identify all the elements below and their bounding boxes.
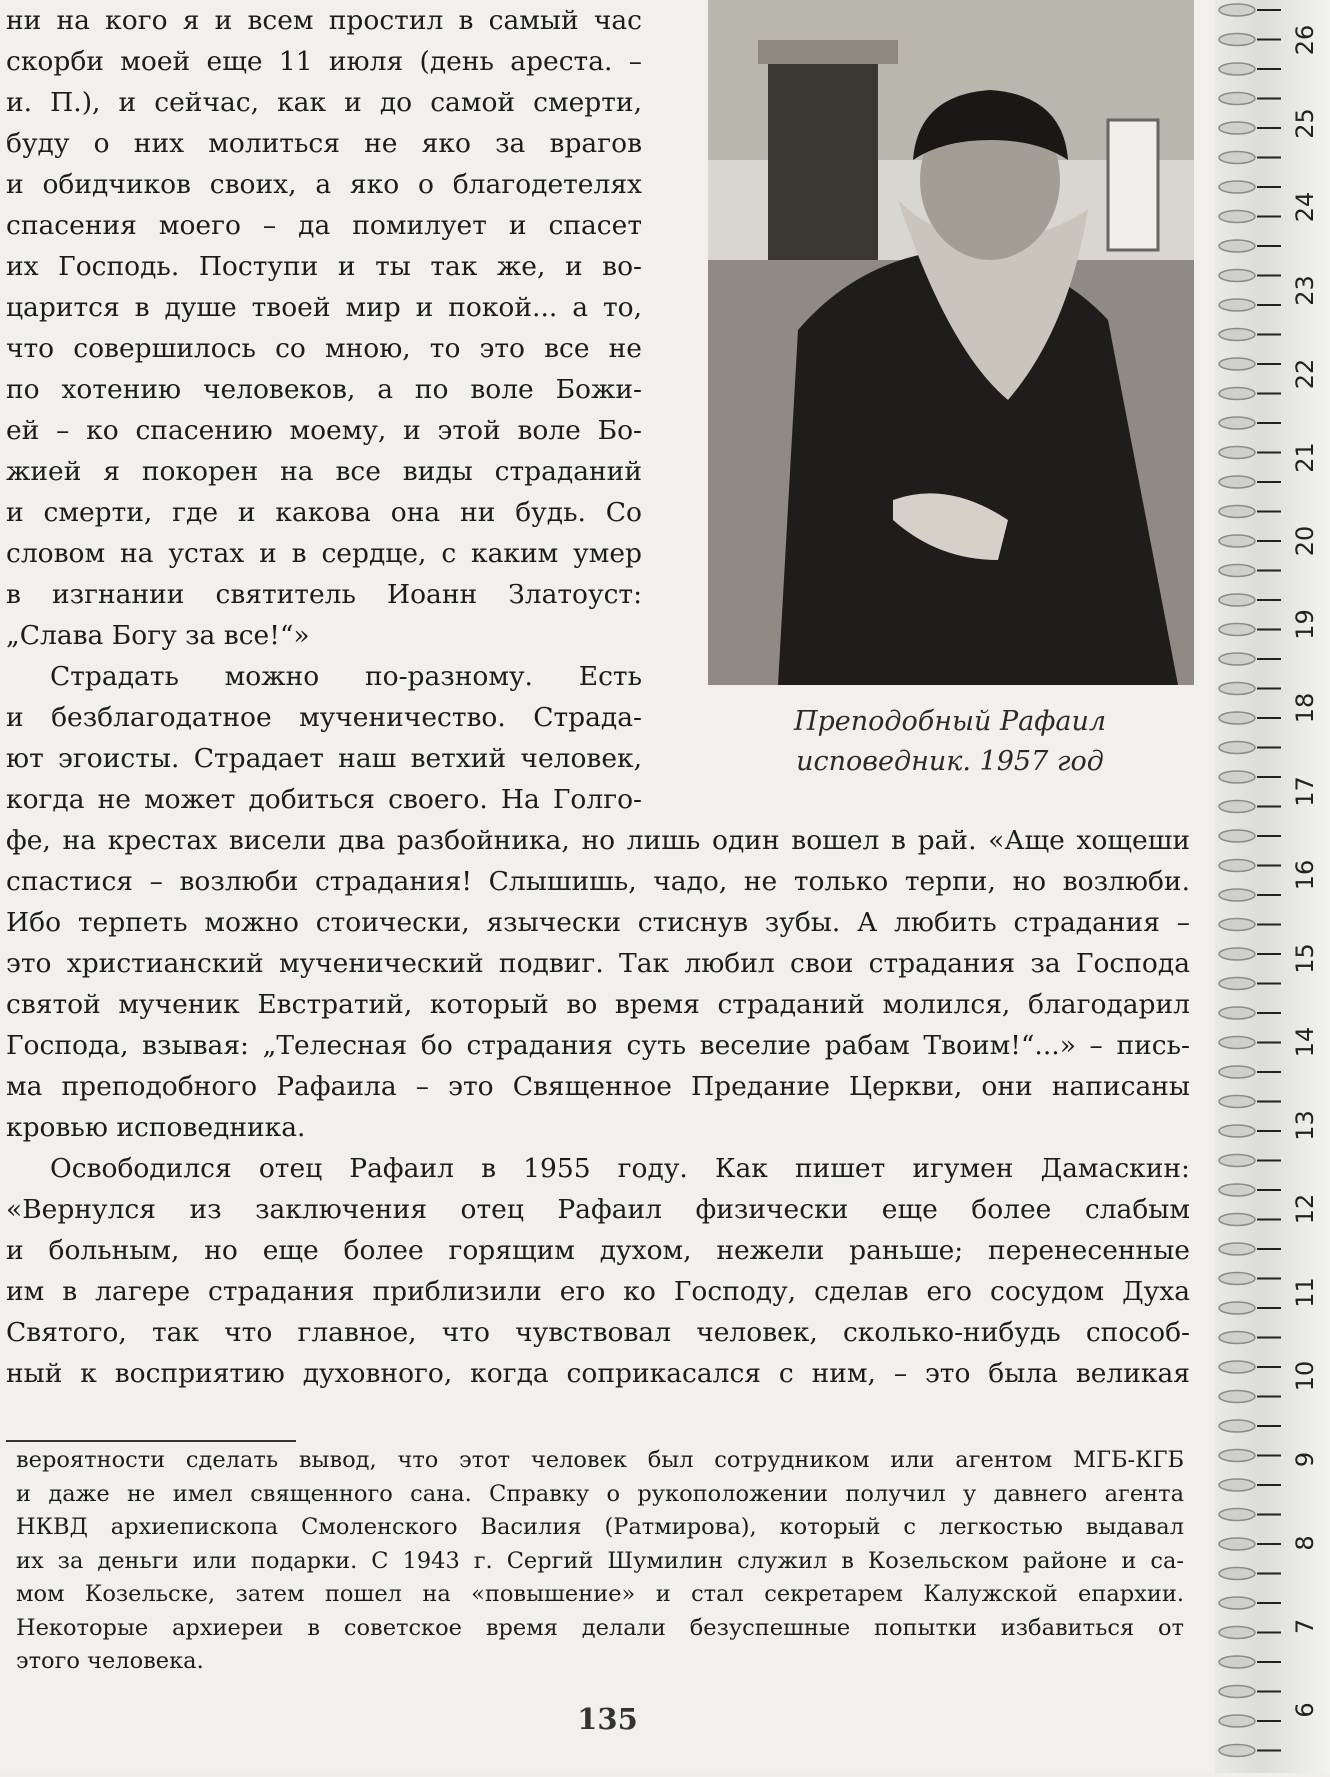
text-line: по хотению человеков, а по воле Божи- — [6, 374, 642, 405]
text-line: Ибо терпеть можно стоически, язычески стиснув зубы. А любить страдания – — [6, 907, 1190, 938]
footnote-line: и даже не имел священного сана. Справку о рукоположении получил у давнего агента — [16, 1480, 1184, 1507]
footnote-line: Некоторые архиереи в советское время делали безуспешные попытки избавиться от — [16, 1614, 1184, 1641]
binding-ring — [1219, 948, 1255, 960]
binding-ring — [1219, 358, 1255, 370]
text-line: и больным, но еще более горящим духом, нежели раньше; перенесенные — [6, 1235, 1190, 1266]
binding-ring — [1219, 1568, 1255, 1580]
binding-ring — [1219, 1155, 1255, 1167]
paragraph-start-line: Освободился отец Рафаил в 1955 году. Как пишет игумен Дамаскин: — [50, 1153, 1190, 1184]
text-line: ют эгоисты. Страдает наш ветхий человек, — [6, 743, 642, 774]
binding-ring — [1219, 535, 1255, 547]
text-line: и. П.), и сейчас, как и до самой смерти, — [6, 87, 642, 118]
binding-number: 17 — [1291, 776, 1319, 807]
text-line: что совершилось со мною, то это все не — [6, 333, 642, 364]
binding-number: 18 — [1291, 692, 1319, 724]
photo-caption — [730, 702, 1170, 782]
binding-ring — [1219, 653, 1255, 665]
binding-ring — [1219, 1214, 1255, 1226]
binding-ring — [1219, 4, 1255, 16]
binding-ring — [1219, 712, 1255, 724]
text-line: и смерти, где и какова она ни будь. Со — [6, 497, 642, 528]
binding-scale — [1215, 0, 1330, 1773]
binding-number: 10 — [1291, 1360, 1319, 1392]
footnote-line: их за деньги или подарки. С 1943 г. Сергий Шумилин служил в Козельском районе и са- — [16, 1547, 1184, 1574]
text-line: кровью исповедника. — [6, 1112, 306, 1143]
text-line: святой мученик Евстратий, который во время страданий молился, благодарил — [6, 989, 1190, 1020]
binding-ring — [1219, 1479, 1255, 1491]
text-column — [6, 0, 642, 820]
binding-ring — [1219, 1302, 1255, 1314]
binding-ring — [1219, 1450, 1255, 1462]
binding-ring — [1219, 299, 1255, 311]
binding-number: 16 — [1291, 859, 1319, 891]
binding-ring — [1219, 801, 1255, 813]
binding-number: 6 — [1291, 1702, 1319, 1718]
text-line: ни на кого я и всем простил в самый час — [6, 5, 642, 36]
text-line: когда не может добиться своего. На Голго- — [6, 784, 642, 815]
binding-ring — [1219, 1627, 1255, 1639]
text-line: скорби моей еще 11 июля (день ареста. – — [6, 46, 642, 77]
binding-number: 21 — [1291, 442, 1319, 473]
text-line: жией я покорен на все виды страданий — [6, 456, 642, 487]
binding-ring — [1219, 1066, 1255, 1078]
binding-ring — [1219, 93, 1255, 105]
text-line: ный к восприятию духовного, когда соприкасался с ним, – это была великая — [6, 1358, 1190, 1389]
text-line: спасения моего – да помилует и спасет — [6, 210, 642, 241]
binding-ring — [1219, 447, 1255, 459]
footnote-line: этого человека. — [16, 1648, 204, 1674]
binding-ring — [1219, 1007, 1255, 1019]
text-line: ма преподобного Рафаила – это Священное Предание Церкви, они написаны — [6, 1071, 1190, 1102]
binding-ring — [1219, 1096, 1255, 1108]
binding-ring — [1219, 1656, 1255, 1668]
binding-ring — [1219, 742, 1255, 754]
binding-ring — [1219, 1538, 1255, 1550]
binding-ring — [1219, 1361, 1255, 1373]
text-line: „Слава Богу за все!“» — [6, 620, 310, 651]
binding-number: 8 — [1291, 1535, 1319, 1551]
binding-number: 24 — [1291, 191, 1319, 223]
footnote — [16, 1444, 1184, 1679]
text-line: ей – ко спасению моему, и этой воле Бо- — [6, 415, 642, 446]
binding-ring — [1219, 594, 1255, 606]
binding-number: 15 — [1291, 943, 1319, 974]
text-line: это христианский мученический подвиг. Так любил свои страдания за Господа — [6, 948, 1190, 979]
binding-ring — [1219, 240, 1255, 252]
binding-ring — [1219, 565, 1255, 577]
binding-ring — [1219, 1243, 1255, 1255]
binding-ring — [1219, 388, 1255, 400]
text-line: «Вернулся из заключения отец Рафаил физически еще более слабым — [6, 1194, 1190, 1225]
binding-number: 26 — [1291, 24, 1319, 56]
binding-ring — [1219, 63, 1255, 75]
full-width-text — [6, 820, 1190, 1394]
binding-number: 23 — [1291, 275, 1319, 306]
text-line: словом на устах и в сердце, с каким умер — [6, 538, 642, 569]
binding-ring — [1219, 624, 1255, 636]
binding-ring — [1219, 978, 1255, 990]
binding-ring — [1219, 830, 1255, 842]
binding-ring — [1219, 1332, 1255, 1344]
binding-ring — [1219, 417, 1255, 429]
binding-ring — [1219, 34, 1255, 46]
text-line: спастися – возлюби страдания! Слышишь, чадо, не только терпи, но возлюби. — [6, 866, 1190, 897]
binding-number: 20 — [1291, 525, 1319, 557]
binding-number: 22 — [1291, 358, 1319, 390]
text-line: в изгнании святитель Иоанн Златоуст: — [6, 579, 642, 610]
binding-ring — [1219, 683, 1255, 695]
binding-number: 9 — [1291, 1451, 1319, 1468]
paragraph-start-line: Страдать можно по-разному. Есть — [50, 661, 642, 692]
portrait-photo — [708, 0, 1194, 685]
text-line: им в лагере страдания приблизили его ко Господу, сделав его сосудом Духа — [6, 1276, 1190, 1307]
binding-ring — [1219, 122, 1255, 134]
binding-ring — [1219, 771, 1255, 783]
binding-ring — [1219, 860, 1255, 872]
portrait-photo-graphic — [708, 0, 1194, 685]
binding-number: 12 — [1291, 1193, 1319, 1225]
footnote-line: мом Козельске, затем пошел на «повышение» и стал секретарем Калужской епархии. — [16, 1581, 1184, 1607]
binding-ring — [1219, 1745, 1255, 1757]
text-line: Святого, так что главное, что чувствовал человек, сколько-нибудь способ- — [6, 1317, 1190, 1348]
binding-ring — [1219, 181, 1255, 193]
binding-number: 25 — [1291, 108, 1319, 139]
binding-ring — [1219, 506, 1255, 518]
binding-number: 19 — [1291, 609, 1319, 640]
binding-ring — [1219, 1509, 1255, 1521]
binding-ring — [1219, 152, 1255, 164]
binding-ring — [1219, 270, 1255, 282]
binding-ring — [1219, 329, 1255, 341]
binding-ring — [1219, 1597, 1255, 1609]
binding-ring — [1219, 1686, 1255, 1698]
text-line: царится в душе твоей мир и покой... а то, — [6, 292, 642, 323]
ring-binding — [1215, 0, 1330, 1773]
binding-ring — [1219, 211, 1255, 223]
binding-ring — [1219, 1184, 1255, 1196]
text-line: фе, на крестах висели два разбойника, но лишь один вошел в рай. «Аще хощеши — [6, 825, 1190, 856]
text-line: и безблагодатное мученичество. Страда- — [6, 702, 642, 733]
binding-ring — [1219, 889, 1255, 901]
text-line: Господа, взывая: „Телесная бо страдания суть веселие рабам Твоим!“...» – пись- — [6, 1030, 1190, 1061]
text-line: и обидчиков своих, а яко о благодетелях — [6, 169, 642, 200]
caption-line: исповедник. 1957 год — [796, 746, 1104, 777]
text-line: буду о них молиться не яко за врагов — [6, 128, 642, 159]
binding-ring — [1219, 1391, 1255, 1403]
text-line: их Господь. Поступи и ты так же, и во- — [6, 251, 642, 282]
binding-ring — [1219, 1273, 1255, 1285]
binding-ring — [1219, 1037, 1255, 1049]
caption-line: Преподобный Рафаил — [793, 706, 1107, 737]
binding-ring — [1219, 1715, 1255, 1727]
binding-number: 14 — [1291, 1026, 1319, 1058]
binding-ring — [1219, 919, 1255, 931]
binding-ring — [1219, 476, 1255, 488]
page-number: 135 — [577, 1702, 638, 1736]
footnote-line: вероятности сделать вывод, что этот человек был сотрудником или агентом МГБ-КГБ — [16, 1447, 1184, 1473]
binding-ring — [1219, 1125, 1255, 1137]
binding-number: 13 — [1291, 1110, 1319, 1141]
binding-ring — [1219, 1420, 1255, 1432]
footnote-line: НКВД архиепископа Смоленского Василия (Ратмирова), который с легкостью выдавал — [16, 1514, 1184, 1540]
footnote-divider — [6, 1440, 296, 1442]
binding-number: 7 — [1291, 1618, 1319, 1635]
binding-number: 11 — [1291, 1277, 1319, 1308]
